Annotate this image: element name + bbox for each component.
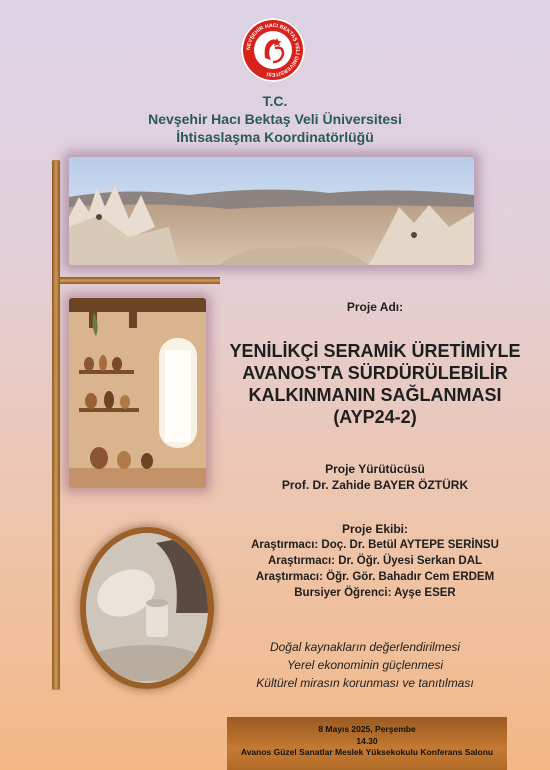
horizontal-decor-bar (60, 277, 220, 284)
event-info-box (227, 717, 507, 770)
logo-ring-text: NEVŞEHİR HACI BEKTAŞ VELİ ÜNİVERSİTESİ (245, 22, 301, 78)
event-date: 8 Mayıs 2025, Perşembe (318, 724, 416, 734)
header-coordinatorship: İhtisaslaşma Koordinatörlüğü (176, 129, 374, 145)
project-title-line: YENİLİKÇİ SERAMİK ÜRETİMİYLE (229, 341, 521, 361)
goal-item: Yerel ekonominin güçlenmesi (286, 658, 444, 672)
team-member: Bursiyer Öğrenci: Ayşe ESER (294, 587, 456, 599)
project-name-label: Proje Adı: (346, 300, 404, 314)
team-member: Araştırmacı: Öğr. Gör. Bahadır Cem ERDEM (255, 571, 495, 583)
project-title-line: (AYP24-2) (333, 407, 417, 427)
team-list (225, 537, 525, 601)
project-lead-name: Prof. Dr. Zahide BAYER ÖZTÜRK (281, 478, 469, 492)
pottery-workshop-image (69, 298, 206, 488)
project-team-label: Proje Ekibi: (341, 522, 409, 536)
project-title-line: AVANOS'TA SÜRDÜRÜLEBİLİR (242, 363, 508, 383)
university-logo (241, 18, 305, 82)
goals-list (200, 638, 530, 692)
header-tc: T.C. (262, 93, 288, 109)
cappadocia-landscape-image (69, 157, 474, 265)
goal-item: Doğal kaynakların değerlendirilmesi (269, 640, 461, 654)
team-member: Araştırmacı: Doç. Dr. Betül AYTEPE SERİNSU (251, 539, 499, 551)
goal-item: Kültürel mirasın korunması ve tanıtılması (256, 676, 474, 690)
vertical-decor-bar (52, 160, 60, 690)
team-member: Araştırmacı: Dr. Öğr. Üyesi Serkan DAL (267, 555, 483, 567)
event-time: 14.30 (356, 735, 378, 746)
project-title (225, 340, 525, 428)
pottery-making-image (80, 527, 214, 689)
event-venue: Avanos Güzel Sanatlar Meslek Yüksekokulu Konferans Salonu (240, 747, 494, 757)
project-lead-label: Proje Yürütücüsü (325, 462, 425, 476)
header-university: Nevşehir Hacı Bektaş Veli Üniversitesi (148, 111, 402, 127)
project-title-line: KALKINMANIN SAĞLANMASI (248, 385, 502, 405)
